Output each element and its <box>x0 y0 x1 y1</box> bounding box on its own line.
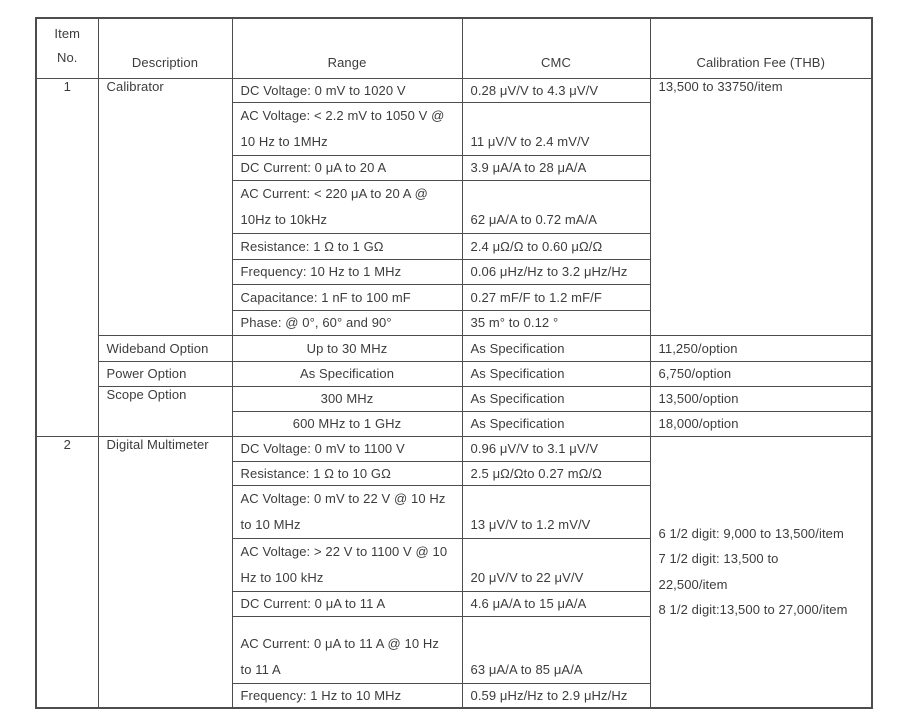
cell-item1-description: Calibrator <box>98 78 232 335</box>
cell-range <box>232 485 462 538</box>
cell-range: Resistance: 1 Ω to 10 GΩ <box>232 461 462 485</box>
calibration-fee-table <box>35 17 873 709</box>
header-row <box>36 18 872 78</box>
cell-range: DC Current: 0 μA to 11 A <box>232 591 462 616</box>
cell-range: DC Current: 0 μA to 20 A <box>232 155 462 180</box>
header-item-line1: Item <box>54 25 81 41</box>
fee-line2: 7 1/2 digit: 13,500 to <box>658 551 779 567</box>
fee-line1: 6 1/2 digit: 9,000 to 13,500/item <box>658 525 844 541</box>
range-line2: 10 Hz to 1MHz <box>240 133 328 149</box>
fee-line4: 8 1/2 digit:13,500 to 27,000/item <box>658 602 848 618</box>
cell-cmc: As Specification <box>462 335 650 361</box>
header-item-no <box>36 18 98 78</box>
cell-item1-no: 1 <box>36 78 98 436</box>
cell-item1-fee: 13,500 to 33750/item <box>650 78 872 335</box>
range-line2: Hz to 100 kHz <box>240 569 324 585</box>
range-line1: AC Voltage: 0 mV to 22 V @ 10 Hz <box>240 490 446 506</box>
cell-cmc: 3.9 μA/A to 28 μA/A <box>462 155 650 180</box>
header-range: Range <box>232 18 462 78</box>
fee-line3: 22,500/item <box>658 576 728 592</box>
header-cmc: CMC <box>462 18 650 78</box>
cell-range <box>232 180 462 233</box>
cell-cmc: 62 μA/A to 0.72 mA/A <box>462 180 650 233</box>
cell-cmc: 63 μA/A to 85 μA/A <box>462 616 650 683</box>
cell-option-description: Scope Option <box>98 386 232 436</box>
table-row <box>36 335 872 361</box>
range-line2: to 11 A <box>240 661 281 677</box>
cell-cmc: As Specification <box>462 386 650 411</box>
table-row <box>36 78 872 102</box>
cell-range: Up to 30 MHz <box>232 335 462 361</box>
cell-item2-description: Digital Multimeter <box>98 436 232 708</box>
cell-item2-no: 2 <box>36 436 98 708</box>
cell-fee: 6,750/option <box>650 361 872 386</box>
cell-cmc: 2.4 μΩ/Ω to 0.60 μΩ/Ω <box>462 233 650 259</box>
cell-cmc: 0.06 μHz/Hz to 3.2 μHz/Hz <box>462 259 650 284</box>
cell-range <box>232 538 462 591</box>
cell-cmc: 0.27 mF/F to 1.2 mF/F <box>462 284 650 310</box>
cell-fee: 11,250/option <box>650 335 872 361</box>
cell-cmc: As Specification <box>462 361 650 386</box>
cell-option-description: Wideband Option <box>98 335 232 361</box>
table-row <box>36 386 872 411</box>
cell-cmc: 2.5 μΩ/Ωto 0.27 mΩ/Ω <box>462 461 650 485</box>
cell-range <box>232 102 462 155</box>
range-line1: AC Voltage: < 2.2 mV to 1050 V @ <box>240 107 445 123</box>
cell-range <box>232 616 462 683</box>
cell-range: Frequency: 1 Hz to 10 MHz <box>232 683 462 708</box>
cell-fee: 13,500/option <box>650 386 872 411</box>
cell-cmc: 0.59 μHz/Hz to 2.9 μHz/Hz <box>462 683 650 708</box>
table-row <box>36 361 872 386</box>
cell-range: Phase: @ 0°, 60° and 90° <box>232 310 462 335</box>
cell-cmc: 11 μV/V to 2.4 mV/V <box>462 102 650 155</box>
header-item-line2: No. <box>56 49 78 65</box>
header-description: Description <box>98 18 232 78</box>
range-line2: 10Hz to 10kHz <box>240 211 328 227</box>
range-line1: AC Current: < 220 μA to 20 A @ <box>240 185 428 201</box>
cell-range: Frequency: 10 Hz to 1 MHz <box>232 259 462 284</box>
cell-fee: 18,000/option <box>650 411 872 436</box>
cell-item2-fee <box>650 436 872 708</box>
cell-cmc: As Specification <box>462 411 650 436</box>
range-line2: to 10 MHz <box>240 516 301 532</box>
cell-option-description: Power Option <box>98 361 232 386</box>
cell-range: As Specification <box>232 361 462 386</box>
cell-cmc: 4.6 μA/A to 15 μA/A <box>462 591 650 616</box>
cell-cmc: 13 μV/V to 1.2 mV/V <box>462 485 650 538</box>
cell-range: DC Voltage: 0 mV to 1020 V <box>232 78 462 102</box>
cell-range: DC Voltage: 0 mV to 1100 V <box>232 436 462 461</box>
cell-cmc: 20 μV/V to 22 μV/V <box>462 538 650 591</box>
cell-cmc: 35 m° to 0.12 ° <box>462 310 650 335</box>
cell-cmc: 0.96 μV/V to 3.1 μV/V <box>462 436 650 461</box>
cell-range: Resistance: 1 Ω to 1 GΩ <box>232 233 462 259</box>
range-line1: AC Current: 0 μA to 11 A @ 10 Hz <box>240 635 440 651</box>
cell-range: 300 MHz <box>232 386 462 411</box>
cell-cmc: 0.28 μV/V to 4.3 μV/V <box>462 78 650 102</box>
range-line1: AC Voltage: > 22 V to 1100 V @ 10 <box>240 543 448 559</box>
table-row <box>36 436 872 461</box>
header-fee: Calibration Fee (THB) <box>650 18 872 78</box>
cell-range: 600 MHz to 1 GHz <box>232 411 462 436</box>
cell-range: Capacitance: 1 nF to 100 mF <box>232 284 462 310</box>
